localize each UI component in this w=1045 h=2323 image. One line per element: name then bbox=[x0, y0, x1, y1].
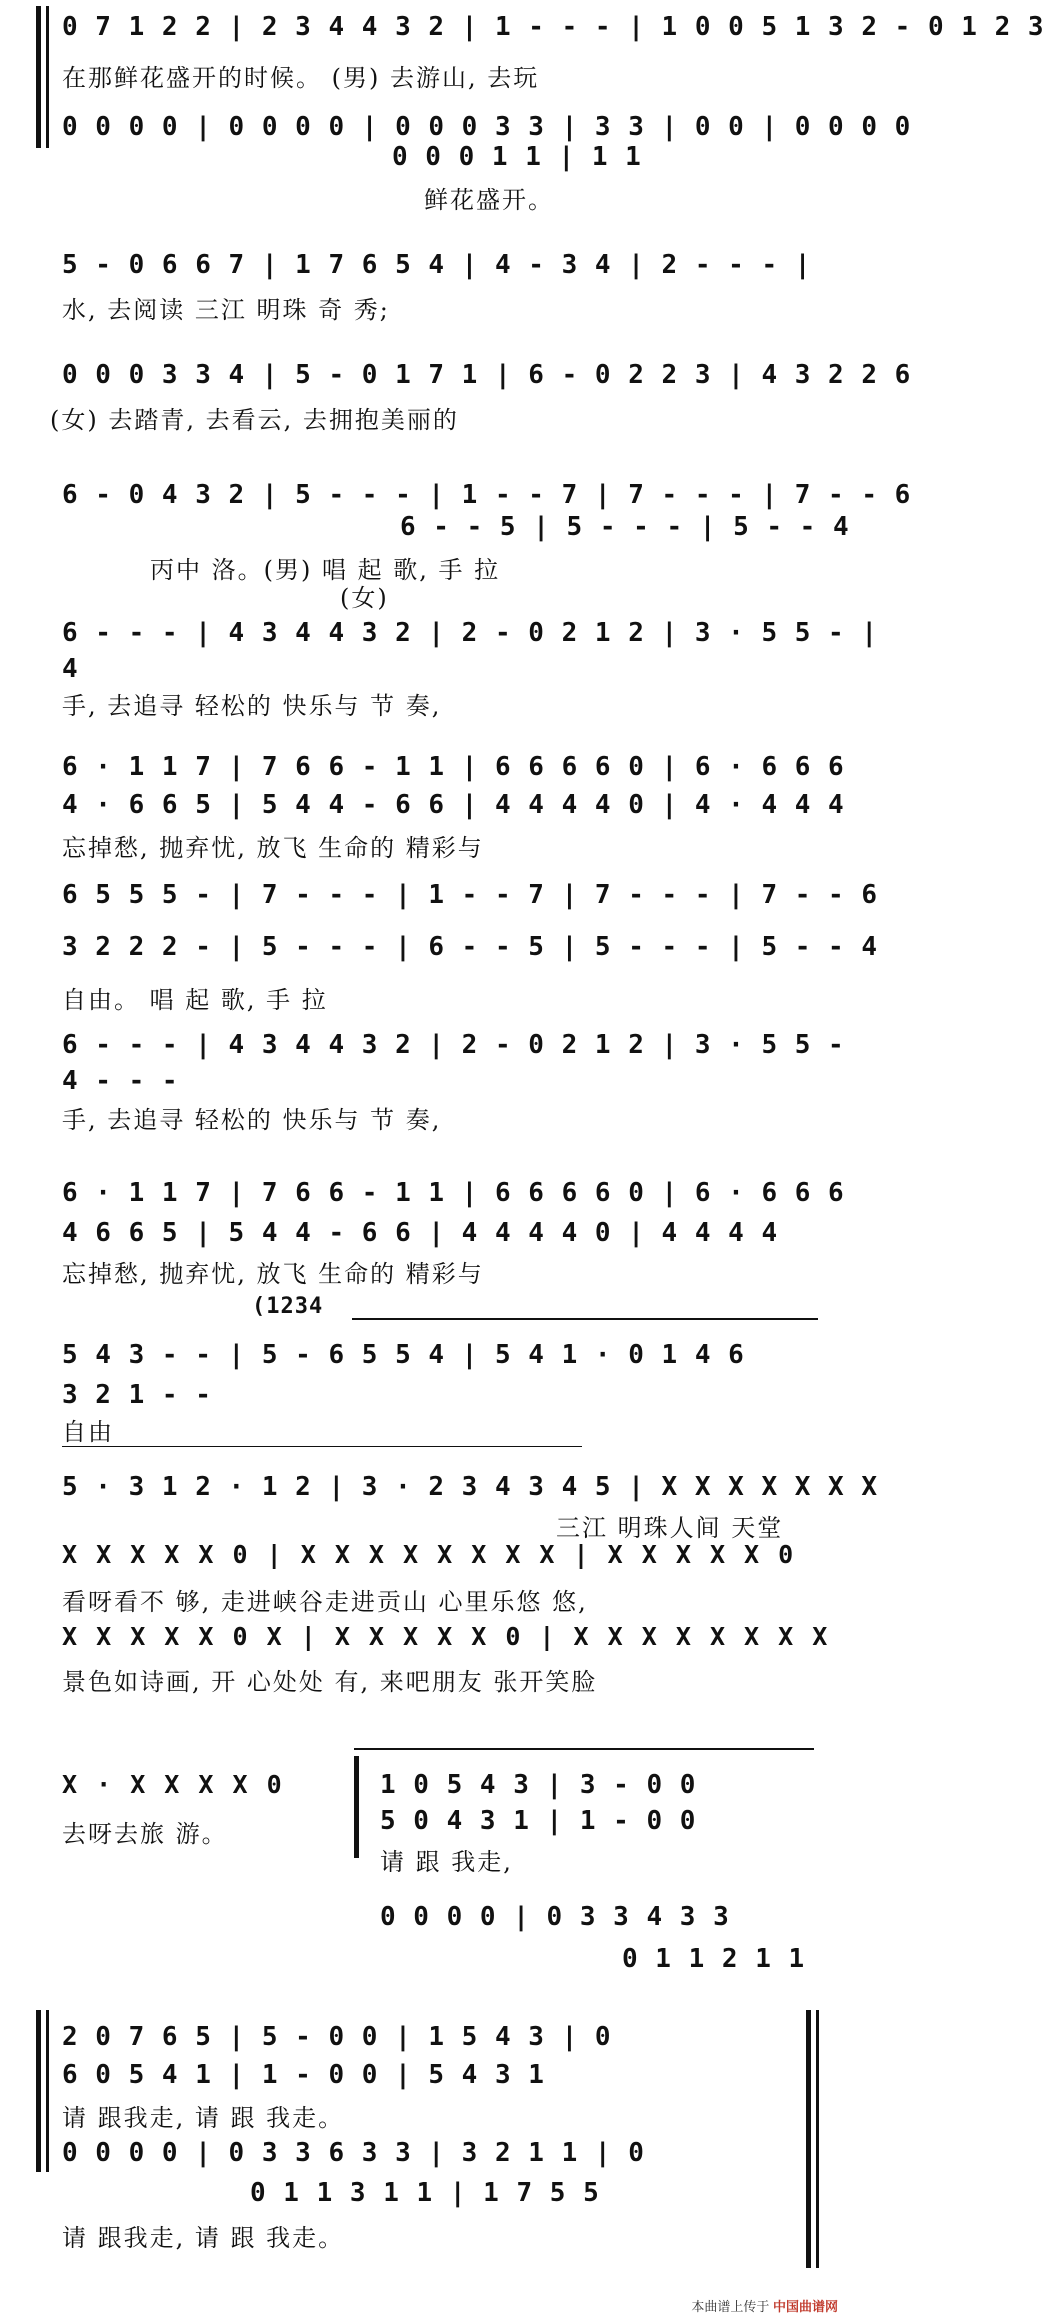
notation-line: 4 6 6 5 | 5 4 4 - 6 6 | 4 4 4 4 0 | 4 4 4 4 bbox=[62, 1218, 779, 1248]
site-name[interactable]: 中国曲谱网 bbox=[772, 2299, 838, 2314]
notation-line: 6 - 0 4 3 2 | 5 - - - | 1 - - 7 | 7 - - - | 7 - - 6 bbox=[62, 480, 912, 510]
notation-line: 1 0 5 4 3 | 3 - 0 0 bbox=[380, 1770, 697, 1800]
notation-line: 5 4 3 - - | 5 - 6 5 5 4 | 5 4 1 · 0 1 4 6 bbox=[62, 1340, 745, 1370]
notation-line: 5 · 3 1 2 · 1 2 | 3 · 2 3 4 3 4 5 | X X X X X X X bbox=[62, 1472, 879, 1502]
notation-line: 6 - - 5 | 5 - - - | 5 - - 4 bbox=[400, 512, 850, 542]
notation-line: 0 0 0 1 1 | 1 1 bbox=[392, 142, 642, 172]
lyric-line: 请 跟我走, 请 跟 我走。 bbox=[62, 2104, 345, 2132]
system-bracket bbox=[46, 6, 49, 148]
notation-line: 0 0 0 0 | 0 3 3 4 3 3 bbox=[380, 1902, 730, 1932]
notation-line: 4 bbox=[62, 654, 79, 684]
lyric-line: 请 跟我走, 请 跟 我走。 bbox=[62, 2224, 345, 2252]
lyric-line: 在那鲜花盛开的时候。 (男) 去游山, 去玩 bbox=[62, 64, 540, 92]
lyric-line: 手, 去追寻 轻松的 快乐与 节 奏, bbox=[62, 692, 442, 720]
lyric-line: (女) 去踏青, 去看云, 去拥抱美丽的 bbox=[50, 406, 459, 434]
lyric-line: 去呀去旅 游。 bbox=[62, 1820, 228, 1848]
section-divider bbox=[62, 1446, 582, 1447]
notation-line: 0 1 1 3 1 1 | 1 7 5 5 bbox=[250, 2178, 600, 2208]
repeat-bar-top bbox=[354, 1748, 814, 1750]
lyric-line: (女) bbox=[340, 584, 389, 612]
volta-mark: (1234 bbox=[252, 1294, 324, 1319]
lyric-line: 景色如诗画, 开 心处处 有, 来吧朋友 张开笑脸 bbox=[62, 1668, 598, 1696]
lyric-line: 水, 去阅读 三江 明珠 奇 秀; bbox=[62, 296, 390, 324]
rhythm-line: X · X X X X 0 bbox=[62, 1770, 284, 1799]
notation-line: 0 7 1 2 2 | 2 3 4 4 3 2 | 1 - - - | 1 0 0 5 1 3 2 - 0 1 2 3 bbox=[62, 12, 1045, 42]
notation-line: 0 0 0 0 | 0 3 3 6 3 3 | 3 2 1 1 | 0 bbox=[62, 2138, 645, 2168]
final-barline bbox=[806, 2010, 811, 2268]
system-bracket bbox=[36, 6, 41, 148]
footer-uploader: 本曲谱上传于 bbox=[691, 2299, 770, 2314]
notation-line: 5 - 0 6 6 7 | 1 7 6 5 4 | 4 - 3 4 | 2 - - - | bbox=[62, 250, 812, 280]
rhythm-line: X X X X X 0 X | X X X X X 0 | X X X X X X X X bbox=[62, 1622, 830, 1651]
notation-line: 0 0 0 3 3 4 | 5 - 0 1 7 1 | 6 - 0 2 2 3 | 4 3 2 2 6 bbox=[62, 360, 912, 390]
notation-line: 3 2 1 - - bbox=[62, 1380, 212, 1410]
footer-credit bbox=[691, 2296, 838, 2315]
rhythm-line: X X X X X 0 | X X X X X X X X | X X X X X 0 bbox=[62, 1540, 796, 1569]
system-bracket bbox=[36, 2010, 41, 2172]
lyric-line: 自由。 唱 起 歌, 手 拉 bbox=[62, 986, 328, 1014]
lyric-line: 三江 明珠人间 天堂 bbox=[556, 1514, 784, 1542]
notation-line: 6 · 1 1 7 | 7 6 6 - 1 1 | 6 6 6 6 0 | 6 · 6 6 6 bbox=[62, 752, 845, 782]
notation-line: 4 · 6 6 5 | 5 4 4 - 6 6 | 4 4 4 4 0 | 4 · 4 4 4 bbox=[62, 790, 845, 820]
notation-line: 6 0 5 4 1 | 1 - 0 0 | 5 4 3 1 bbox=[62, 2060, 545, 2090]
lyric-line: 忘掉愁, 抛弃忧, 放飞 生命的 精彩与 bbox=[62, 834, 484, 862]
notation-line: 6 - - - | 4 3 4 4 3 2 | 2 - 0 2 1 2 | 3 · 5 5 - bbox=[62, 1030, 845, 1060]
notation-line: 5 0 4 3 1 | 1 - 0 0 bbox=[380, 1806, 697, 1836]
system-bracket bbox=[46, 2010, 49, 2172]
lyric-line: 忘掉愁, 抛弃忧, 放飞 生命的 精彩与 bbox=[62, 1260, 484, 1288]
notation-line: 6 5 5 5 - | 7 - - - | 1 - - 7 | 7 - - - | 7 - - 6 bbox=[62, 880, 879, 910]
notation-line: 4 - - - bbox=[62, 1066, 179, 1096]
repeat-bar bbox=[354, 1756, 359, 1858]
notation-line: 6 · 1 1 7 | 7 6 6 - 1 1 | 6 6 6 6 0 | 6 · 6 6 6 bbox=[62, 1178, 845, 1208]
final-barline bbox=[816, 2010, 819, 2268]
notation-line: 0 1 1 2 1 1 bbox=[622, 1944, 806, 1974]
volta-line bbox=[352, 1318, 818, 1320]
notation-line: 6 - - - | 4 3 4 4 3 2 | 2 - 0 2 1 2 | 3 · 5 5 - | bbox=[62, 618, 879, 648]
lyric-line: 看呀看不 够, 走进峡谷走进贡山 心里乐悠 悠, bbox=[62, 1588, 588, 1616]
notation-line: 3 2 2 2 - | 5 - - - | 6 - - 5 | 5 - - - | 5 - - 4 bbox=[62, 932, 879, 962]
lyric-line: 请 跟 我走, bbox=[380, 1848, 513, 1876]
lyric-line: 鲜花盛开。 bbox=[424, 186, 554, 214]
notation-line: 2 0 7 6 5 | 5 - 0 0 | 1 5 4 3 | 0 bbox=[62, 2022, 612, 2052]
notation-line: 0 0 0 0 | 0 0 0 0 | 0 0 0 3 3 | 3 3 | 0 0 | 0 0 0 0 bbox=[62, 112, 912, 142]
lyric-line: 丙中 洛。(男) 唱 起 歌, 手 拉 bbox=[150, 556, 501, 584]
lyric-line: 自由 bbox=[62, 1418, 114, 1446]
lyric-line: 手, 去追寻 轻松的 快乐与 节 奏, bbox=[62, 1106, 442, 1134]
